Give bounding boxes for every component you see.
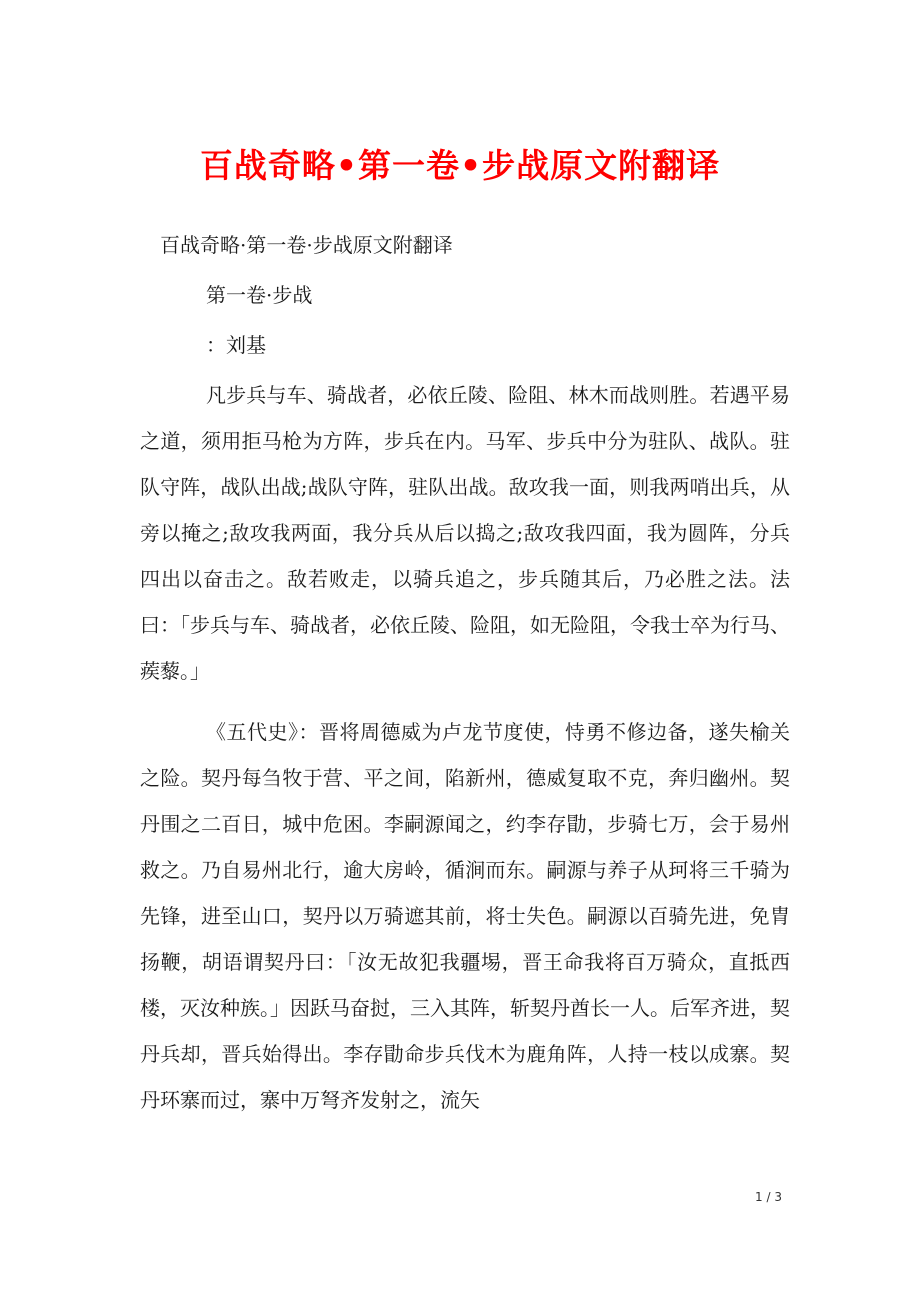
document-subtitle: 百战奇略·第一卷·步战原文附翻译 [160,233,453,257]
paragraph-original-text: 凡步兵与车、骑战者，必依丘陵、险阻、林木而战则胜。若遇平易之道，须用拒马枪为方阵，步兵在内。马军、步兵中分为驻队、战队。驻队守阵，战队出战;战队守阵，驻队出战。敌攻我一面，则我两哨出兵，从旁以掩之;敌攻我两面，我分兵从后以捣之;敌攻我四面，我为圆阵，分兵四出以奋击之。敌若败走，以骑兵追之，步兵随其后，乃必胜之法。法曰：「步兵与车、骑战者，必依丘陵、险阻，如无险阻，令我士卒为行马、蒺藜。」 [140,383,790,683]
volume-heading: 第一卷·步战 [206,283,313,307]
paragraph-historical-example: 《五代史》：晋将周德威为卢龙节度使，恃勇不修边备，遂失榆关之险。契丹每刍牧于营、平之间，陷新州，德威复取不克，奔归幽州。契丹围之二百日，城中危困。李嗣源闻之，约李存勖，步骑七万，会于易州救之。乃自易州北行，逾大房岭，循涧而东。嗣源与养子从珂将三千骑为先锋，进至山口，契丹以万骑遮其前，将士失色。嗣源以百骑先进，免胄扬鞭，胡语谓契丹曰：「汝无故犯我疆埸，晋王命我将百万骑众，直抵西楼，灭汝种族。」因跃马奋挝，三入其阵，斩契丹酋长一人。后军齐进，契丹兵却，晋兵始得出。李存勖命步兵伐木为鹿角阵，人持一枝以成寨。契丹环寨而过，寨中万弩齐发射之，流矢 [140,720,790,1112]
page-number: 1 / 3 [755,1190,782,1204]
author-line: ：刘基 [206,333,266,357]
document-title: 百战奇略•第一卷•步战原文附翻译 [199,146,721,185]
